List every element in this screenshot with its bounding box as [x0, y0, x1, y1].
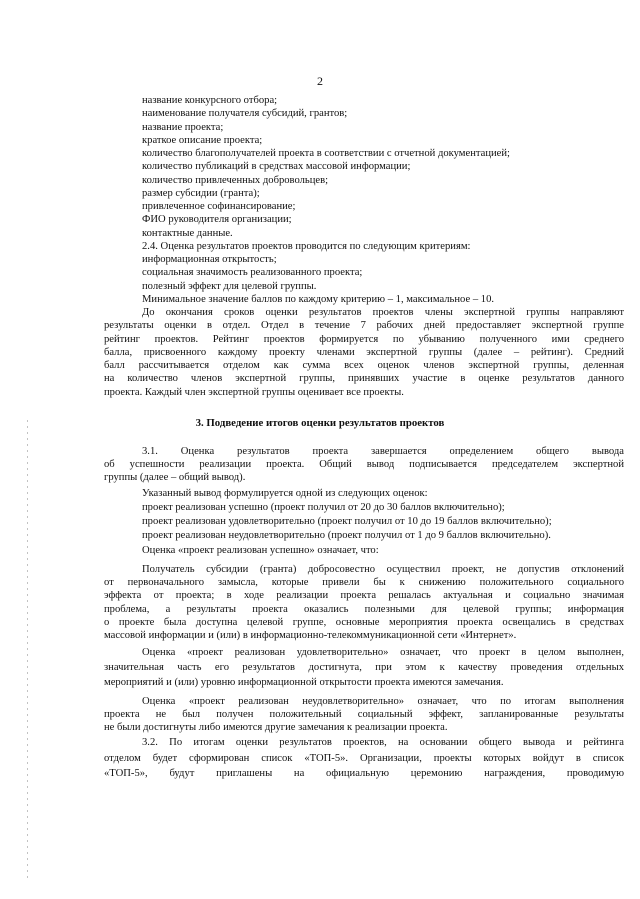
- verdict-intro: Указанный вывод формулируется одной из следующих оценок:: [142, 487, 428, 499]
- rating-paragraph-line: балл рассчитывается отделом как сумма всех оценок членов экспертной группы, деленная: [104, 360, 624, 371]
- section-3-1-line: об успешности реализации проекта. Общий вывод подписывается председателем экспертной: [104, 459, 624, 470]
- report-field-item: название конкурсного отбора;: [142, 95, 278, 106]
- section-3-1-line: 3.1. Оценка результатов проекта завершается определением общего вывода: [142, 445, 624, 457]
- success-paragraph-line: эффекта от проекта; в ходе реализации проекта решалась актуальная и социально значимая: [104, 590, 624, 602]
- report-field-item: размер субсидии (гранта);: [142, 187, 260, 199]
- section-heading: 3. Подведение итогов оценки результатов проектов: [195, 416, 445, 429]
- success-paragraph-line: массовой информации и (или) в информационно-телекоммуникационной сети «Интернет».: [104, 630, 517, 641]
- satisfactory-paragraph-line: мероприятий и (или) уровню информационной открытости проекта имеются замечания.: [104, 676, 504, 688]
- criteria-item: социальная значимость реализованного проекта;: [142, 267, 363, 279]
- report-field-item: название проекта;: [142, 121, 224, 133]
- unsatisfactory-paragraph-line: Оценка «проект реализован неудовлетворительно» означает, что по итогам выполнения: [142, 695, 624, 707]
- success-paragraph-line: проблема, а результаты проекта оказались полезными для целевой группы; информация: [104, 603, 624, 615]
- report-field-item: краткое описание проекта;: [142, 134, 263, 146]
- scan-margin-mark: [27, 420, 28, 880]
- report-field-item: количество привлеченных добровольцев;: [142, 174, 329, 186]
- rating-paragraph-line: рейтинг проектов. Рейтинг проектов формируется по убыванию полученного ими среднего: [104, 333, 624, 345]
- report-field-item: привлеченное софинансирование;: [142, 201, 296, 212]
- unsatisfactory-paragraph-line: проекта не был получен положительный социальный эффект, запланированные результаты: [104, 708, 624, 720]
- verdict-option: проект реализован неудовлетворительно (проект получил от 1 до 9 баллов включительно).: [142, 530, 551, 542]
- report-field-item: наименование получателя субсидий, грантов;: [142, 108, 348, 120]
- criteria-intro: 2.4. Оценка результатов проектов проводится по следующим критериям:: [142, 240, 471, 252]
- section-3-2-line: «ТОП-5», будут приглашены на официальную церемонию награждения, проводимую: [104, 767, 624, 779]
- criteria-item: полезный эффект для целевой группы.: [142, 280, 317, 292]
- satisfactory-paragraph-line: значительная часть его результатов достигнута, при этом к качеству проведения отдельных: [104, 662, 624, 673]
- section-3-2-line: отделом будет сформирован список «ТОП-5». Организации, проекты которых войдут в список: [104, 752, 624, 764]
- rating-paragraph-line: балла, присвоенного каждому проекту членами экспертной группы (далее – рейтинг). Средний: [104, 346, 624, 358]
- verdict-option: проект реализован успешно (проект получил от 20 до 30 баллов включительно);: [142, 501, 505, 513]
- report-field-item: количество благополучателей проекта в соответствии с отчетной документацией;: [142, 148, 510, 159]
- success-paragraph-line: от первоначального замысла, которые привели бы к снижению положительного социального: [104, 577, 624, 588]
- report-field-item: ФИО руководителя организации;: [142, 214, 292, 226]
- unsatisfactory-paragraph-line: не были достигнуты либо имеются другие замечания к реализации проекта.: [104, 722, 448, 733]
- success-paragraph-line: о проекте была доступна целевой группе, основные мероприятия проекта освещались в средствах: [104, 616, 624, 628]
- success-intro: Оценка «проект реализован успешно» означает, что:: [142, 544, 379, 556]
- report-field-item: количество публикаций в средствах массовой информации;: [142, 161, 411, 173]
- report-field-item: контактные данные.: [142, 227, 233, 239]
- section-3-1-line: группы (далее – общий вывод).: [104, 472, 246, 484]
- rating-paragraph-line: До окончания сроков оценки результатов проектов члены экспертной группы направляют: [142, 307, 624, 318]
- rating-paragraph-line: на количество членов экспертной группы, принявших участие в оценке результатов данного: [104, 373, 624, 385]
- success-paragraph-line: Получатель субсидии (гранта) добросовестно осуществил проект, не допустив отклонений: [142, 563, 624, 575]
- verdict-option: проект реализован удовлетворительно (проект получил от 10 до 19 баллов включительно);: [142, 516, 552, 527]
- score-range: Минимальное значение баллов по каждому критерию – 1, максимальное – 10.: [142, 293, 495, 305]
- section-3-2-line: 3.2. По итогам оценки результатов проектов, на основании общего вывода и рейтинга: [142, 737, 624, 749]
- page-number: 2: [317, 74, 323, 88]
- rating-paragraph-line: результаты оценки в отдел. Отдел в течение 7 рабочих дней предоставляет экспертной группе: [104, 320, 624, 332]
- satisfactory-paragraph-line: Оценка «проект реализован удовлетворительно» означает, что проект в целом выполнен,: [142, 647, 624, 659]
- criteria-item: информационная открытость;: [142, 254, 277, 265]
- rating-paragraph-line: проекта. Каждый член экспертной группы оценивает все проекты.: [104, 386, 404, 398]
